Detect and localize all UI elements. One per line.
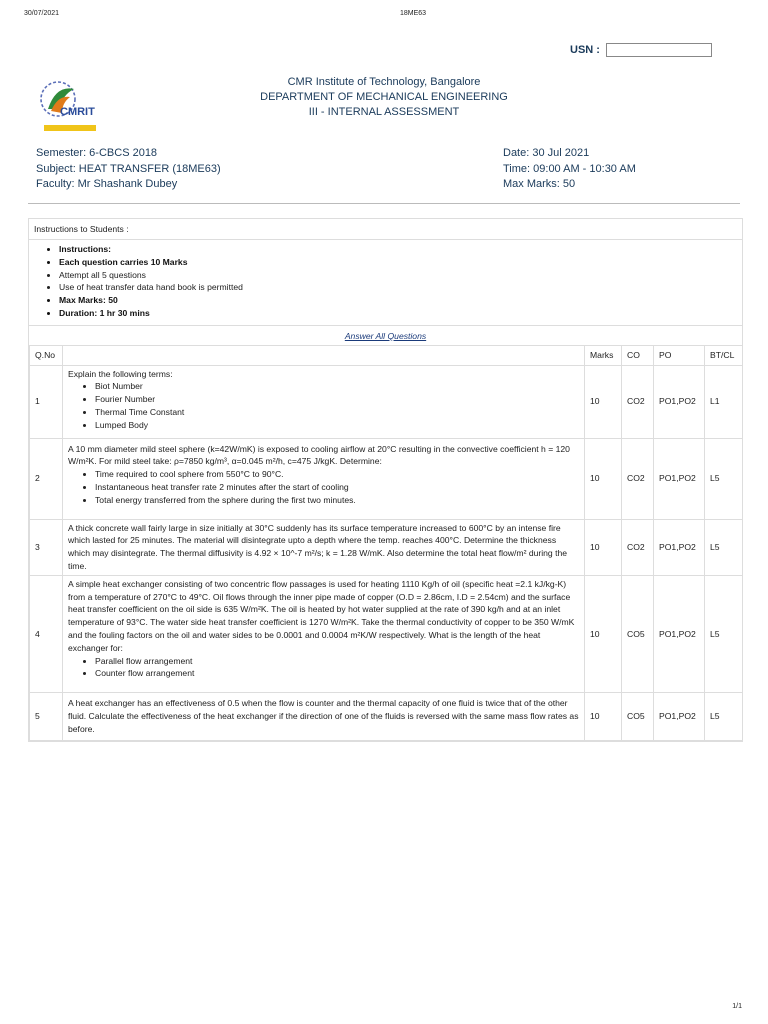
question-text-cell: [63, 365, 585, 438]
question-row: [30, 519, 743, 575]
exam-meta-right: [503, 146, 636, 193]
question-marks: 10: [585, 519, 622, 575]
question-marks: 10: [585, 575, 622, 692]
department-name: DEPARTMENT OF MECHANICAL ENGINEERING: [260, 91, 508, 103]
instruction-item: • Instructions:: [59, 243, 737, 256]
question-po: PO1,PO2: [654, 519, 705, 575]
max-marks-text: Max Marks: 50: [503, 178, 576, 190]
question-subpart: • Lumped Body: [95, 419, 579, 432]
question-row: [30, 365, 743, 438]
semester-text: Semester: 6-CBCS 2018: [36, 147, 158, 159]
time-text: Time: 09:00 AM - 10:30 AM: [503, 162, 636, 175]
instruction-item: • Attempt all 5 questions: [59, 269, 737, 282]
question-co: CO2: [622, 519, 654, 575]
page-number: 1/1: [732, 1003, 742, 1010]
question-bt: L5: [705, 575, 743, 692]
question-co: CO2: [622, 438, 654, 519]
question-co: CO5: [622, 693, 654, 740]
usn-field-group: [570, 43, 712, 57]
question-subpart: • Time required to cool sphere from 550°C to 90°C.: [95, 468, 579, 481]
question-row: [30, 438, 743, 519]
instruction-item: • Each question carries 10 Marks: [59, 256, 737, 269]
answer-all-heading: Answer All Questions: [29, 325, 742, 345]
instruction-item: • Duration: 1 hr 30 mins: [59, 307, 737, 320]
question-subpart: • Thermal Time Constant: [95, 406, 579, 419]
question-co: CO5: [622, 575, 654, 692]
question-bt: L5: [705, 693, 743, 740]
header-po: PO: [654, 345, 705, 365]
question-row: [30, 575, 743, 692]
institution-name: CMR Institute of Technology, Bangalore: [287, 76, 481, 88]
question-subpart: • Counter flow arrangement: [95, 667, 579, 680]
print-date: 30/07/2021: [24, 10, 60, 17]
question-text-cell: [63, 575, 585, 692]
question-paper: [28, 218, 743, 742]
usn-input[interactable]: [606, 43, 712, 57]
question-subpart: • Biot Number: [95, 380, 579, 393]
question-subpart: • Total energy transferred from the sphere during the first two minutes.: [95, 494, 579, 507]
header-qno: Q.No: [30, 345, 63, 365]
question-subparts: [68, 655, 579, 681]
question-text-cell: [63, 519, 585, 575]
date-text: Date: 30 Jul 2021: [503, 147, 590, 159]
question-text-cell: [63, 693, 585, 740]
subject-text: Subject: HEAT TRANSFER (18ME63): [36, 162, 221, 175]
question-text-cell: [63, 438, 585, 519]
question-bt: L5: [705, 438, 743, 519]
faculty-text: Faculty: Mr Shashank Dubey: [36, 178, 178, 190]
question-number: 2: [30, 438, 63, 519]
header-bt: BT/CL: [705, 345, 743, 365]
question-po: PO1,PO2: [654, 365, 705, 438]
question-marks: 10: [585, 438, 622, 519]
question-marks: 10: [585, 365, 622, 438]
exam-name: III - INTERNAL ASSESSMENT: [308, 106, 460, 118]
question-number: 1: [30, 365, 63, 438]
question-subpart: • Parallel flow arrangement: [95, 655, 579, 668]
header-marks: Marks: [585, 345, 622, 365]
question-number: 3: [30, 519, 63, 575]
question-number: 4: [30, 575, 63, 692]
question-bt: L5: [705, 519, 743, 575]
institution-header: [120, 75, 648, 120]
question-text: A heat exchanger has an effectiveness of 0.5 when the flow is counter and the thermal capacity of one fluid is twice that of the other fluid. Calculate the effectiveness of the heat exchanger if the direction of one of the fluids is reversed with the same mass flow rates as before.: [68, 698, 579, 734]
instruction-item: • Use of heat transfer data hand book is permitted: [59, 281, 737, 294]
question-bt: L1: [705, 365, 743, 438]
question-subparts: [68, 380, 579, 431]
questions-table: [29, 345, 743, 741]
question-text: Explain the following terms:: [68, 368, 173, 379]
question-text: A 10 mm diameter mild steel sphere (k=42W/mK) is exposed to cooling airflow at 20°C resulting in the convective coefficient h = 120 W/m²K. For mild steel take: ρ=7850 kg/m³, α=0.045 m²/h, c=475 J/kgK. Determine:: [68, 443, 570, 467]
header-co: CO: [622, 345, 654, 365]
question-co: CO2: [622, 365, 654, 438]
usn-label: USN :: [570, 44, 600, 56]
header-question: [63, 345, 585, 365]
question-po: PO1,PO2: [654, 693, 705, 740]
question-text: A simple heat exchanger consisting of two concentric flow passages is used for heating 1110 Kg/h of oil (specific heat =2.1 kJ/kg-K) from a temperature of 270°C to 49°C. Oil flows through the inner pipe made of copper (O.D = 2.86cm, I.D = 2.54cm) and the surface heat transfer coefficient on the oil side is 635 W/m²K. The oil is heated by hot water supplied at the rate of 390 kg/h and at an inlet temperature of 93°C. The water side heat transfer coefficient is 1270 W/m²K. Take the thermal conductivity of copper to be 350 W/mK and the fouling factors on the oil and water sides to be 0.0001 and 0.0004 m²K/W respectively. What is the length of the heat exchanger for:: [68, 578, 575, 653]
question-subparts: [68, 468, 579, 506]
divider: [28, 203, 740, 204]
print-title: 18ME63: [400, 10, 427, 17]
question-number: 5: [30, 693, 63, 740]
instructions-list: [29, 240, 742, 325]
question-text: A thick concrete wall fairly large in size initially at 30°C suddenly has its surface temperature increased to 600°C by an intense fire which lasted for 25 minutes. The material will disintegrate upto a depth where the temp. reaches 400°C. Determine the thickness which may disintegrate. The thermal diffusivity is 4.92 × 10^-7 m²/s; k = 1.28 W/mK. Also determine the total heat flow/m² during the time.: [68, 522, 568, 571]
exam-meta-left: [36, 146, 221, 193]
instructions-title: Instructions to Students :: [29, 219, 742, 240]
question-subpart: • Instantaneous heat transfer rate 2 minutes after the start of cooling: [95, 481, 579, 494]
question-marks: 10: [585, 693, 622, 740]
logo-text: CMRIT: [60, 106, 95, 118]
question-po: PO1,PO2: [654, 438, 705, 519]
cmrit-logo: [36, 75, 100, 135]
question-po: PO1,PO2: [654, 575, 705, 692]
table-header-row: [30, 345, 743, 365]
question-row: [30, 693, 743, 740]
instruction-item: • Max Marks: 50: [59, 294, 737, 307]
question-subpart: • Fourier Number: [95, 393, 579, 406]
